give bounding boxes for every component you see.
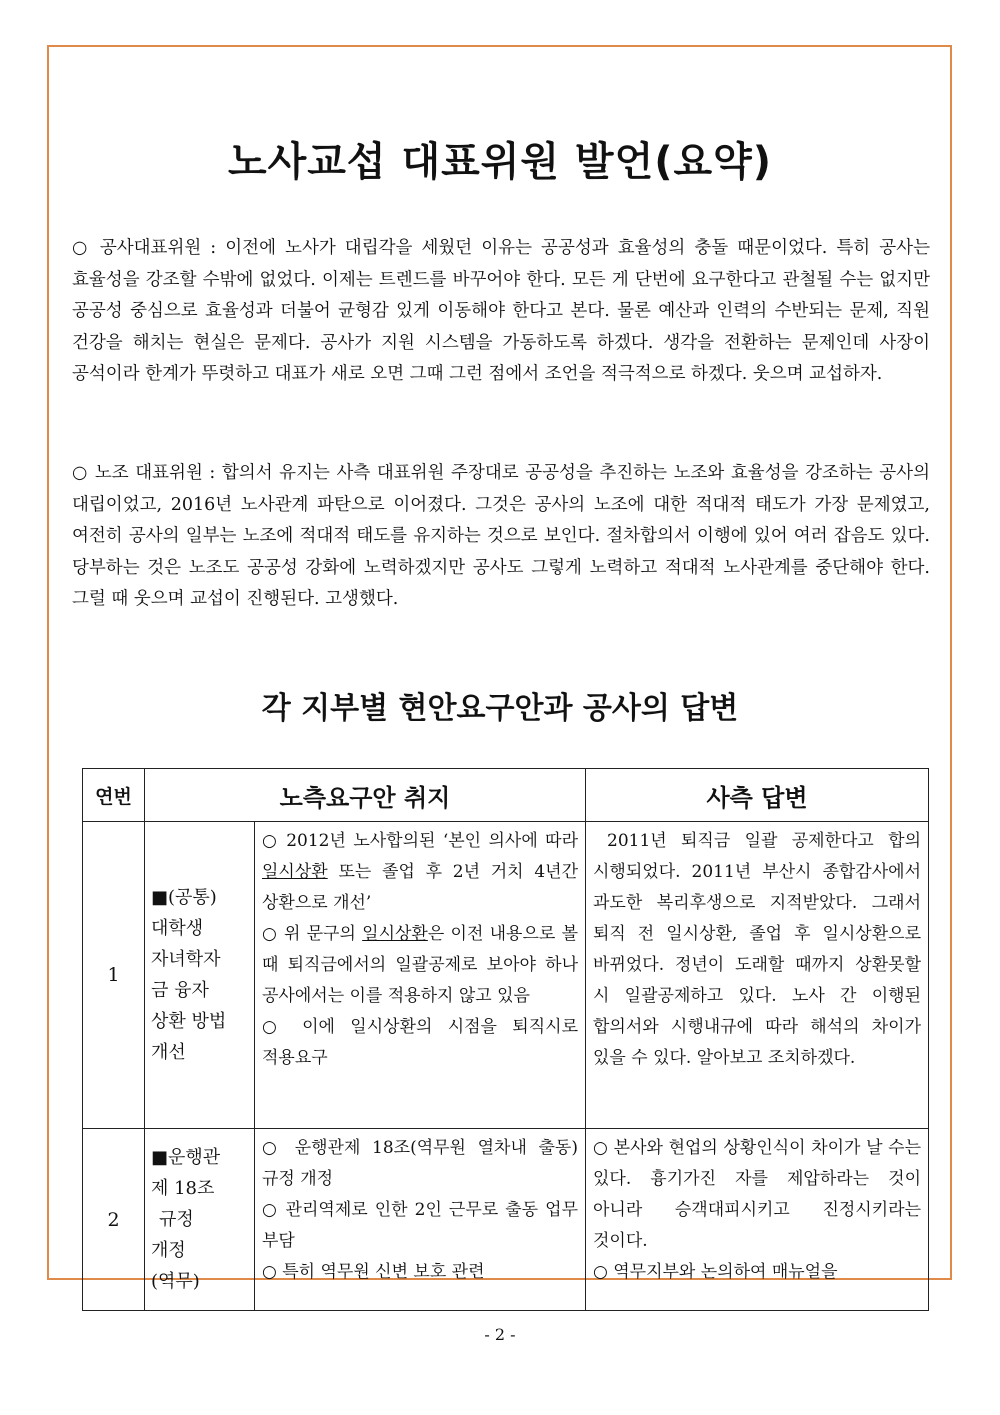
demand-item: ○ 특히 역무원 신변 보호 관련 — [262, 1262, 485, 1282]
row-number: 1 — [83, 822, 145, 1129]
demands-table — [82, 768, 929, 1311]
table-header-row — [83, 769, 929, 822]
row-answer — [586, 822, 929, 1129]
header-union-demand: 노측요구안 취지 — [145, 769, 586, 822]
header-number: 연번 — [83, 769, 145, 822]
row-demand — [255, 1129, 586, 1311]
row-number: 2 — [83, 1129, 145, 1311]
row-topic: ■운행관 제 18조 규정 개정 (역무) — [145, 1129, 255, 1311]
table-row — [83, 1129, 929, 1311]
page-title: 노사교섭 대표위원 발언(요약) — [227, 139, 773, 185]
demand-item: ○ 2012년 노사합의된 ‘본인 의사에 따라 일시상환 또는 졸업 후 2년 거치 4년간 상환으로 개선’ — [262, 831, 578, 913]
answer-item: ○ 역무지부와 논의하여 매뉴얼을 — [593, 1262, 838, 1282]
demand-item: ○ 관리역제로 인한 2인 근무로 출동 업무 부담 — [262, 1200, 578, 1251]
header-management-answer: 사측 답변 — [586, 769, 929, 822]
union-rep-statement: ○ 노조 대표위원 : 합의서 유지는 사측 대표위원 주장대로 공공성을 추진하는 노조와 효율성을 강조하는 공사의 대립이었고, 2016년 노사관계 파탄으로 이어졌다. 그것은 공사의 노조에 대한 적대적 태도가 가장 문제였고, 여전히 공사의 일부는 노조에 적대적 태도를 유지하는 것으로 보인다. 절차합의서 이행에 있어 여러 잡음도 있다. 당부하는 것은 노조도 공공성 강화에 노력하겠지만 공사도 그렇게 노력하고 적대적 노사관계를 중단해야 한다. 그럴 때 웃으며 교섭이 진행된다. 고생했다. — [72, 463, 930, 609]
demand-item: ○ 위 문구의 일시상환은 이전 내용으로 볼 때 퇴직금에서의 일괄공제로 보아야 하나 공사에서는 이를 적용하지 않고 있음 — [262, 924, 579, 1006]
demand-item: ○ 운행관제 18조(역무원 열차내 출동) 규정 개정 — [262, 1138, 578, 1189]
answer-text: 2011년 퇴직금 일괄 공제한다고 합의 시행되었다. 2011년 부산시 종합감사에서 과도한 복리후생으로 지적받았다. 그래서 퇴직 전 일시상환, 졸업 후 일시상환으로 바뀌었다. 정년이 도래할 때까지 상환못할 시 일괄공제하고 있다. 노사 간 이행된 합의서와 시행내규에 따라 해석의 차이가 있을 수 있다. 알아보고 조치하겠다. — [593, 831, 921, 1068]
table-row — [83, 822, 929, 1129]
section-subtitle: 각 지부별 현안요구안과 공사의 답변 — [261, 691, 739, 726]
management-rep-statement: ○ 공사대표위원 : 이전에 노사가 대립각을 세웠던 이유는 공공성과 효율성의 충돌 때문이었다. 특히 공사는 효율성을 강조할 수밖에 없었다. 이제는 트렌드를 바꾸어야 한다. 모든 게 단번에 요구한다고 관철될 수는 없지만 공공성 중심으로 효율성과 더불어 균형감 있게 이동해야 한다고 본다. 물론 예산과 인력의 수반되는 문제, 직원 건강을 해치는 현실은 문제다. 공사가 지원 시스템을 가동하도록 하겠다. 생각을 전환하는 문제인데 사장이 공석이라 한계가 뚜렷하고 대표가 새로 오면 그때 그런 점에서 조언을 적극적으로 하겠다. 웃으며 교섭하자. — [72, 238, 930, 384]
row-topic: ■(공통) 대학생 자녀학자 금 융자 상환 방법 개선 — [145, 822, 255, 1129]
row-answer — [586, 1129, 929, 1311]
demand-item: ○ 이에 일시상환의 시점을 퇴직시로 적용요구 — [262, 1017, 578, 1068]
page-number: - 2 - — [484, 1325, 516, 1344]
row-demand — [255, 822, 586, 1129]
answer-item: ○ 본사와 현업의 상황인식이 차이가 날 수는 있다. 흉기가진 자를 제압하라는 것이 아니라 승객대피시키고 진정시키라는 것이다. — [593, 1138, 921, 1251]
